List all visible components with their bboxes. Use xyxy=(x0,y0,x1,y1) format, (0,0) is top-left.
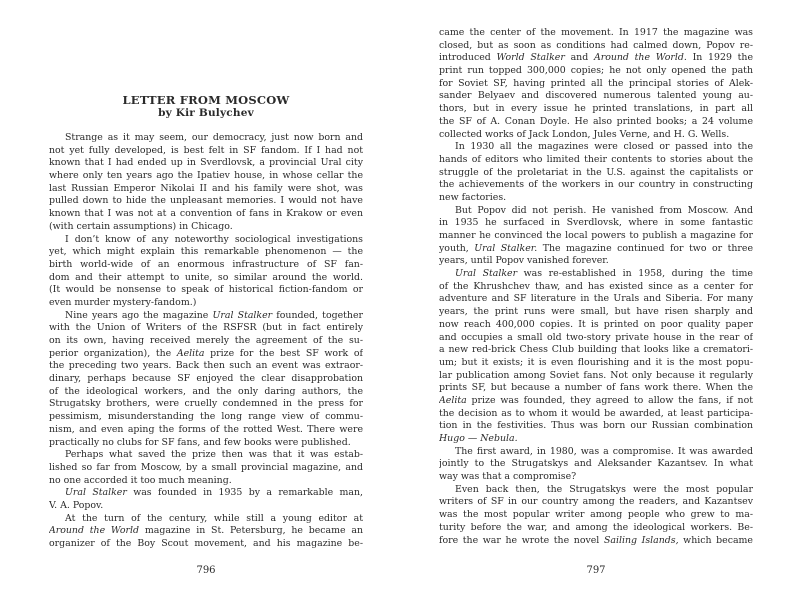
line-text: writers of SF in our country among the readers, and Kazantsev xyxy=(439,496,753,508)
line-text: prize for the best SF work of xyxy=(204,347,363,359)
line-text: prints SF, but because a number of fans work there. When the xyxy=(439,382,753,394)
text-line xyxy=(49,234,363,247)
italic-text: Ural Stalker xyxy=(212,309,273,321)
line-text: dinary, perhaps because SF enjoyed the clear disapprobation xyxy=(49,373,363,385)
text-line xyxy=(439,535,753,548)
line-text: sander Belyaev and discovered numerous talented young au- xyxy=(439,90,753,102)
line-text: of the ideological workers, and the only daring authors, the xyxy=(49,385,363,397)
line-text: known that I had ended up in Sverdlovsk, a provincial Ural city xyxy=(49,157,363,169)
line-text: last Russian Emperor Nikolai II and his family were shot, was xyxy=(49,182,363,194)
line-text: tion in the festivities. Thus was born our Russian combination xyxy=(439,420,753,432)
text-line xyxy=(49,208,363,221)
line-text: way was that a compromise? xyxy=(439,471,577,483)
italic-text: Aelita xyxy=(176,347,205,359)
text-line xyxy=(439,370,753,383)
line-text: thors, but in every issue he printed translations, in part all xyxy=(439,103,753,115)
italic-text: Sailing Islands, xyxy=(603,534,679,546)
line-text: the preceding two years. Back then such an event was extraor- xyxy=(49,360,363,372)
text-line xyxy=(439,65,753,78)
line-text: the decision as to whom it would be awarded, at least participa- xyxy=(439,407,753,419)
text-line xyxy=(439,395,753,408)
italic-text: Ural Stalker. xyxy=(474,242,538,254)
article-byline: by Kir Bulychev xyxy=(158,107,254,119)
line-text: organizer of the Boy Scout movement, and his magazine be- xyxy=(49,538,363,549)
line-text: on its own, having received merely the agreement of the su- xyxy=(49,335,363,346)
italic-text: Ural Stalker xyxy=(65,487,127,499)
line-text: of the Khrushchev thaw, and has existed since as a center for xyxy=(439,280,753,292)
line-text: manner he convinced the local powers to publish a magazine for xyxy=(439,230,753,241)
text-line xyxy=(49,475,363,488)
line-text: The first award, in 1980, was a compromise. It was awarded xyxy=(455,445,753,457)
line-text: prize was founded, they agreed to allow the fans, if not xyxy=(466,394,753,406)
line-text: In 1929 the xyxy=(686,52,753,64)
italic-text: Aelita xyxy=(439,394,467,406)
text-line xyxy=(49,157,363,170)
text-line xyxy=(439,458,753,471)
line-text: not yet fully developed, is best felt in SF fandom. If I had not xyxy=(49,144,363,156)
line-text: fore the war he wrote the novel xyxy=(439,534,604,546)
line-text: In 1930 all the magazines were closed or passed into the xyxy=(455,141,753,153)
text-line xyxy=(49,310,363,323)
line-text: the SF of A. Conan Doyle. He also printed books; a 24 volume xyxy=(439,115,753,127)
text-line xyxy=(49,513,363,526)
text-line xyxy=(49,373,363,386)
text-line xyxy=(439,129,753,142)
text-line xyxy=(439,496,753,509)
text-line xyxy=(439,154,753,167)
line-text: for Soviet SF, having printed all the principal stories of Alek- xyxy=(439,77,753,89)
text-line xyxy=(49,500,363,513)
line-text: But Popov did not perish. He vanished from Moscow. And xyxy=(455,204,753,216)
line-text: lished so far from Moscow, by a small provincial magazine, and xyxy=(49,461,363,473)
line-text: perior organization), the xyxy=(49,347,177,359)
line-text: (with certain assumptions) in Chicago. xyxy=(49,220,233,232)
italic-text: Around the World. xyxy=(593,52,687,64)
text-line xyxy=(439,293,753,306)
line-text: was the most popular writer among people who grew to ma- xyxy=(439,509,753,521)
line-text: V. A. Popov. xyxy=(49,499,104,511)
text-line xyxy=(49,170,363,183)
line-text: hands of editors who limited their contents to stories about the xyxy=(439,153,753,165)
text-line xyxy=(439,192,753,205)
line-text: Perhaps what saved the prize then was that it was estab- xyxy=(65,449,363,461)
line-text: and occupies a small old two-story private house in the rear of xyxy=(439,331,753,343)
italic-text: Around the World xyxy=(49,525,140,537)
line-text: and xyxy=(564,52,594,64)
text-line xyxy=(49,538,363,551)
line-text: turity before the war, and among the ideological workers. Be- xyxy=(439,521,753,533)
line-text: years, the print runs were small, but have risen sharply and xyxy=(439,306,753,318)
italic-text: World Stalker xyxy=(496,52,565,64)
line-text: dom and their attempt to unite, so similar around the world. xyxy=(49,271,363,283)
left-page-body xyxy=(49,132,363,551)
line-text: pessimism, misunderstanding the long range view of commu- xyxy=(49,411,363,423)
line-text: which became xyxy=(678,534,753,546)
line-text: jointly to the Strugatskys and Aleksander Kazantsev. In what xyxy=(439,458,753,470)
text-line xyxy=(439,230,753,243)
line-text: no one accorded it too much meaning. xyxy=(49,474,232,486)
text-line xyxy=(439,40,753,53)
line-text: was re-established in 1958, during the time xyxy=(517,268,753,280)
line-text: Strugatsky brothers, were cruelly condemned in the press for xyxy=(49,398,363,410)
text-line xyxy=(439,306,753,319)
text-line xyxy=(439,205,753,218)
page-number-left: 796 xyxy=(196,565,216,576)
text-line xyxy=(49,462,363,475)
right-page-body xyxy=(439,27,753,547)
text-line xyxy=(439,268,753,281)
text-line xyxy=(49,284,363,297)
text-line xyxy=(49,386,363,399)
line-text: with the Union of Writers of the RSFSR (but in fact entirely xyxy=(49,322,363,334)
line-text: closed, but as soon as conditions had calmed down, Popov re- xyxy=(439,39,753,51)
text-line xyxy=(49,322,363,335)
line-text: um; but it exists; it is even flourishing and it is the most popu- xyxy=(439,356,753,368)
italic-text: Ural Stalker xyxy=(455,268,518,280)
text-line xyxy=(49,195,363,208)
line-text: now reach 400,000 copies. It is printed on poor quality paper xyxy=(439,318,753,330)
line-text: new factories. xyxy=(439,191,507,203)
line-text: Strange as it may seem, our democracy, just now born and xyxy=(65,132,363,143)
text-line xyxy=(49,398,363,411)
line-text: The magazine continued for two or three xyxy=(537,242,753,254)
text-line xyxy=(49,145,363,158)
page-number-right: 797 xyxy=(586,565,606,576)
text-line xyxy=(49,424,363,437)
line-text: known that I was not at a convention of fans in Krakow or even xyxy=(49,208,363,220)
line-text: (It would be nonsense to speak of historical fiction-fandom or xyxy=(49,284,363,296)
text-line xyxy=(49,297,363,310)
line-text: a new red-brick Chess Club building that looks like a crematori- xyxy=(439,344,753,356)
text-line xyxy=(439,344,753,357)
line-text: even murder mystery-fandom.) xyxy=(49,296,197,308)
line-text: founded, together xyxy=(272,309,363,321)
text-line xyxy=(49,335,363,348)
line-text: magazine in St. Petersburg, he became an xyxy=(139,525,363,537)
text-line xyxy=(439,420,753,433)
text-line xyxy=(49,246,363,259)
line-text: Even back then, the Strugatskys were the most popular xyxy=(455,483,753,495)
text-line xyxy=(439,281,753,294)
text-line xyxy=(439,179,753,192)
text-line xyxy=(49,411,363,424)
text-line xyxy=(439,167,753,180)
line-text: nism, and even aping the forms of the rotted West. There were xyxy=(49,423,363,435)
line-text: adventure and SF literature in the Urals and Siberia. For many xyxy=(439,293,753,305)
text-line xyxy=(49,449,363,462)
line-text: pulled down to hide the unpleasant memories. I would not have xyxy=(49,195,363,207)
line-text: yet, which might explain this remarkable phenomenon — the xyxy=(49,246,363,258)
text-line xyxy=(439,357,753,370)
text-line xyxy=(439,217,753,230)
line-text: At the turn of the century, while still a young editor at xyxy=(65,512,363,524)
line-text: where only ten years ago the Ipatiev house, in whose cellar the xyxy=(49,170,363,182)
text-line xyxy=(49,132,363,145)
text-line xyxy=(439,27,753,40)
text-line xyxy=(439,408,753,421)
line-text: came the center of the movement. In 1917 the magazine was xyxy=(439,27,753,38)
line-text: print run topped 300,000 copies; he not only opened the path xyxy=(439,65,753,77)
text-line xyxy=(439,446,753,459)
text-line xyxy=(439,52,753,65)
text-line xyxy=(439,484,753,497)
line-text: years, until Popov vanished forever. xyxy=(439,255,609,267)
text-line xyxy=(49,183,363,196)
right-page xyxy=(400,0,800,613)
text-line xyxy=(49,487,363,500)
line-text: Nine years ago the magazine xyxy=(65,309,213,321)
line-text: birth world-wide of an enormous infrastructure of SF fan- xyxy=(49,258,363,270)
text-line xyxy=(439,116,753,129)
text-line xyxy=(49,360,363,373)
text-line xyxy=(439,509,753,522)
line-text: introduced xyxy=(439,52,497,64)
line-text: in 1935 he surfaced in Sverdlovsk, where in some fantastic xyxy=(439,217,753,229)
text-line xyxy=(439,319,753,332)
text-line xyxy=(439,522,753,535)
text-line xyxy=(439,78,753,91)
text-line xyxy=(49,437,363,450)
line-text: was founded in 1935 by a remarkable man, xyxy=(126,487,363,499)
text-line xyxy=(49,348,363,361)
text-line xyxy=(49,272,363,285)
line-text: practically no clubs for SF fans, and few books were published. xyxy=(49,436,351,448)
line-text: the achievements of the workers in our country in constructing xyxy=(439,179,753,191)
text-line xyxy=(439,103,753,116)
text-line xyxy=(439,243,753,256)
line-text: I don’t know of any noteworthy sociological investigations xyxy=(65,233,363,245)
text-line xyxy=(49,525,363,538)
text-line xyxy=(439,332,753,345)
text-line xyxy=(439,433,753,446)
text-line xyxy=(439,90,753,103)
text-line xyxy=(439,141,753,154)
line-text: struggle of the proletariat in the U.S. against the capitalists or xyxy=(439,166,753,178)
text-line xyxy=(49,221,363,234)
text-line xyxy=(439,382,753,395)
italic-text: Hugo — Nebula. xyxy=(439,433,518,444)
text-line xyxy=(49,259,363,272)
article-title: LETTER FROM MOSCOW xyxy=(122,93,290,107)
text-line xyxy=(439,471,753,484)
line-text: lar publication among Soviet fans. Not only because it regularly xyxy=(439,369,753,381)
text-line xyxy=(439,255,753,268)
line-text: collected works of Jack London, Jules Verne, and H. G. Wells. xyxy=(439,128,730,140)
line-text: youth, xyxy=(439,242,475,254)
